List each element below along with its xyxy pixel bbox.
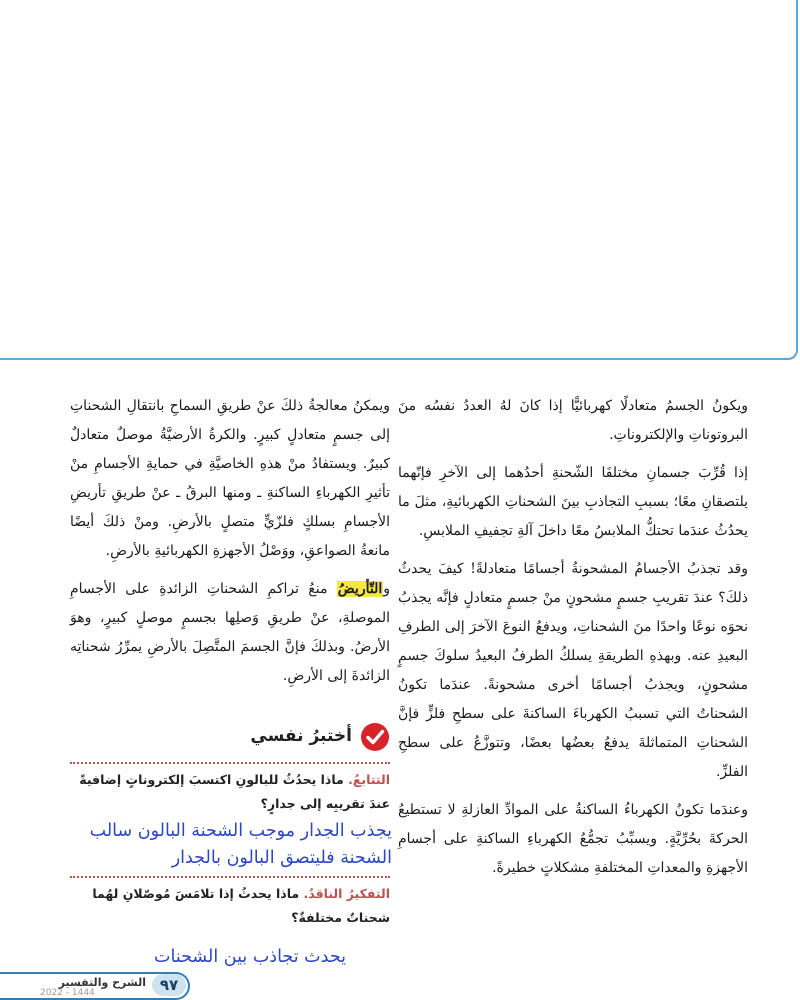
paragraph-neutral-body: ويكونُ الجسمُ متعادلًا كهربائيًّا إذا كانَ لهُ العددُ نفسُه منَ البروتوناتِ والإلكتروناتِ. bbox=[398, 398, 748, 443]
paragraph-charged-attracts-neutral: وقد تجذبُ الأجسامُ المشحونةُ أجسامًا متعادلةً! كيفَ يحدثُ ذلكَ؟ عندَ تقريبِ جسمٍ مشحونٍ منْ جسمٍ متعادلٍ فإنَّه يجذبُ نحوَه نوعًا واحدًا منَ الشحناتِ، ويدفعُ النوعَ الآخرَ إلى الطرفِ البعيدِ عنه. وبهذهِ الطريقةِ يسلكُ الطرفُ البعيدُ سلوكَ جسمٍ مشحونٍ، ويجذبُ أجسامًا أخرى مشحونةً. عندَما تكونُ الشحناتُ التي تسببُ الكهرباءَ الساكنةَ على سطحِ فلزٍّ فإنَّ الشحناتِ المتماثلةَ يدفعُ بعضُها بعضًا، وتتوزَّعُ على سطحِ الفلزِّ. bbox=[398, 561, 748, 780]
footer-year: 2022 - 1444 bbox=[40, 988, 95, 998]
grounding-rest: منعُ تراكمِ الشحناتِ الزائدةِ على الأجسامِ الموصلةِ، عنْ طريقِ وَصلِها بجسمٍ موصلٍ كبيرٍ، وهوَ الأرضُ. وبذلكَ فإنَّ الجسمَ المتَّصِلَ بالأرضِ يمرِّرُ شحناتِه الزائدةَ إلى الأرضِ. bbox=[70, 581, 390, 684]
right-text-column bbox=[398, 392, 748, 892]
handwritten-answer-2: يحدث تجاذب بين الشحنات bbox=[154, 947, 346, 967]
left-text-column bbox=[70, 392, 390, 700]
check-yourself-title: أختبرُ نفسي bbox=[250, 726, 352, 746]
grounding-term-highlight: التّأريضُ bbox=[337, 581, 383, 597]
paragraph-insulators: وعندَما تكونُ الكهرباءُ الساكنةُ على الموادِّ العازلةِ لا تستطيعُ الحركةَ بحُرِّيَّةٍ. ويسبِّبُ تجمُّعُ الكهرباءِ الساكنةِ على أجسامِ الأجهزةِ والمعداتِ المختلفةِ مشكلاتٍ خطيرةً. bbox=[398, 802, 748, 876]
check-yourself-header bbox=[70, 720, 390, 756]
page-number: ٩٧ bbox=[152, 974, 186, 996]
grounding-prefix: و bbox=[383, 581, 390, 597]
question-sequence bbox=[70, 762, 390, 816]
paragraph-grounding-intro: ويمكنُ معالجةُ ذلكَ عنْ طريقِ السماحِ بانتقالِ الشحناتِ إلى جسمٍ متعادلٍ كبيرٍ. والكرةُ الأرضيَّةُ موصلٌ متعادلٌ كبيرٌ. ويستفادُ منْ هذهِ الخاصيَّةِ في حمايةِ الأجسامِ منْ تأثيرِ الكهرباءِ الساكنةِ ـ ومنها البرقُ ـ عنْ طريقِ تأريضِ الأجسامِ بسلكٍ فلزّيٍّ متصلٍ بالأرضِ. ومنْ ذلكَ أيضًا مانعةُ الصواعقِ، ووَصْلُ الأجهزةِ الكهربائيةِ بالأرضِ. bbox=[70, 398, 390, 559]
page-footer bbox=[0, 972, 190, 1000]
question-sequence-keyword: التتابعُ. bbox=[348, 772, 390, 787]
question-critical-keyword: التفكيرُ الناقدُ. bbox=[303, 886, 390, 901]
question-sequence-text: ماذا يحدُثُ للبالونِ اكتسبَ إلكتروناتٍ إضافيةً عندَ تقريبِه إلى جدارٍ؟ bbox=[79, 772, 390, 811]
paragraph-grounding-definition bbox=[70, 575, 390, 691]
top-frame-border bbox=[0, 0, 798, 360]
handwritten-answer-1: يجذب الجدار موجب الشحنة البالون سالب الشحنة فليتصق البالون بالجدار bbox=[89, 821, 392, 868]
checkmark-icon bbox=[360, 722, 390, 752]
paragraph-opposite-charges: إذا قُرِّبَ جسمانِ مختلفَا الشّحنةِ أحدُهما إلى الآخرِ فإنّهما يلتصقانِ معًا؛ بسببِ التجاذبِ بينَ الشحناتِ الكهربائيةِ، مثلَ ما يحدُثُ عندَما تحتكُّ الملابسُ معًا داخلَ آلةِ تجفيفِ الملابسِ. bbox=[398, 465, 748, 539]
question-critical-text: ماذا يحدثُ إذا تلامَسَ مُوصّلانِ لهُما شحناتٌ مختلفةٌ؟ bbox=[92, 886, 390, 925]
footer-section-label: الشرح والتفسير bbox=[58, 976, 146, 989]
question-critical-thinking bbox=[70, 876, 390, 930]
